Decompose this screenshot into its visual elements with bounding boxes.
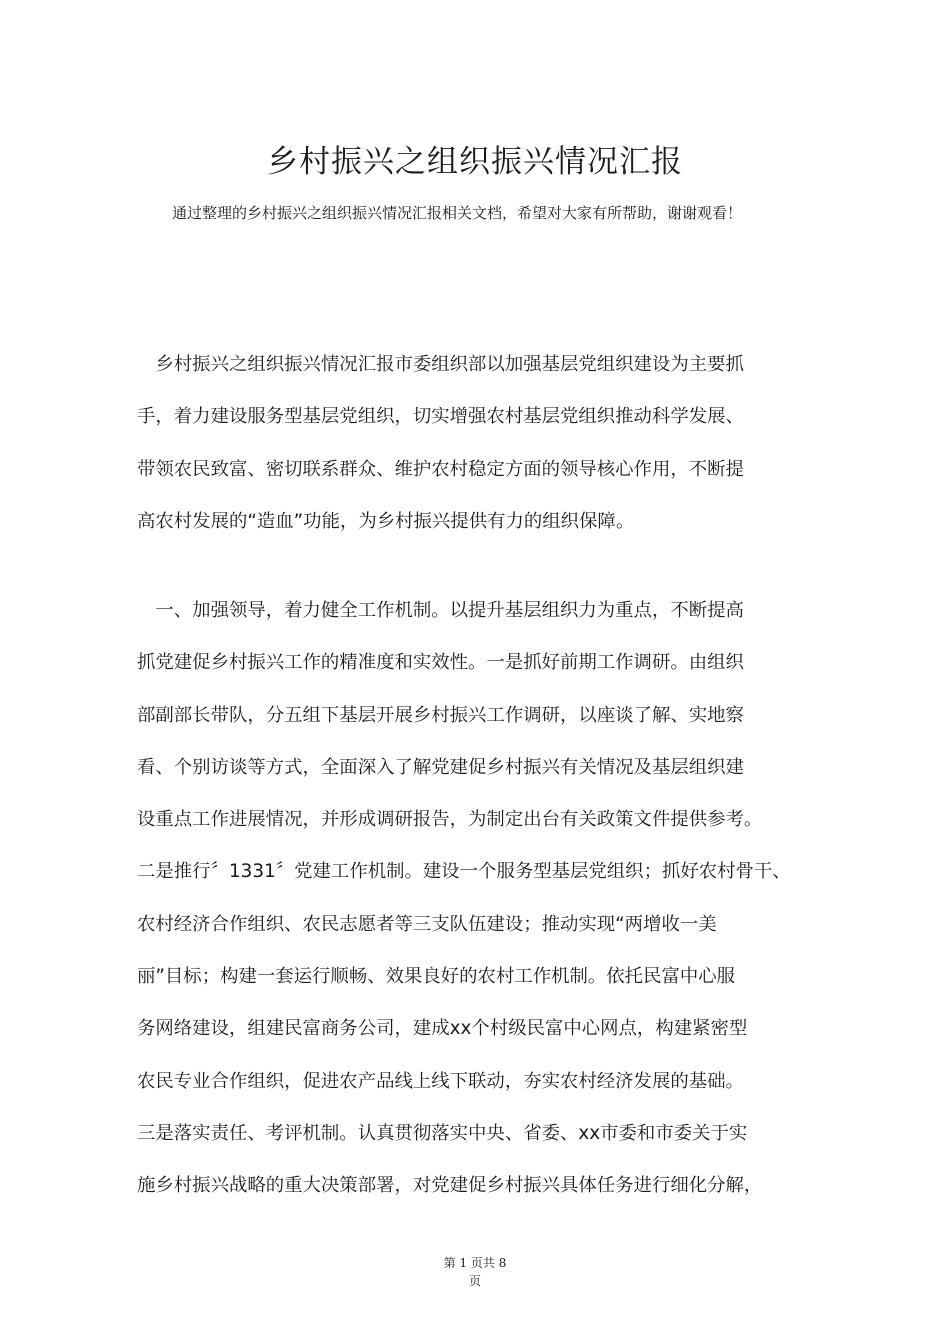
paragraph-line: 二是推行〞1331〞党建工作机制。建设一个服务型基层党组织；抓好农村骨干、 xyxy=(137,861,791,883)
paragraph-line: 农村经济合作组织、农民志愿者等三支队伍建设；推动实现“两增收一美 xyxy=(137,913,717,935)
paragraph-line: 乡村振兴之组织振兴情况汇报市委组织部以加强基层党组织建设为主要抓 xyxy=(137,354,744,375)
body-paragraph-2 xyxy=(137,585,827,1213)
paragraph-line: 农民专业合作组织，促进农产品线上线下联动，夯实农村经济发展的基础。 xyxy=(137,1070,744,1092)
paragraph-line: 手，着力建设服务型基层党组织，切实增强农村基层党组织推动科学发展、 xyxy=(137,406,744,428)
paragraph-line: 施乡村振兴战略的重大决策部署，对党建促乡村振兴具体任务进行细化分解， xyxy=(137,1175,763,1197)
page-number-line-1: 第 1 页共 8 xyxy=(443,1256,507,1270)
paragraph-line: 看、个别访谈等方式，全面深入了解党建促乡村振兴有关情况及基层组织建 xyxy=(137,756,744,778)
paragraph-line: 高农村发展的“造血”功能，为乡村振兴提供有力的组织保障。 xyxy=(137,510,635,532)
paragraph-line: 一、加强领导，着力健全工作机制。以提升基层组织力为重点，不断提高 xyxy=(137,600,744,621)
document-title: 乡村振兴之组织振兴情况汇报 xyxy=(267,144,683,180)
page-footer xyxy=(0,1254,950,1290)
paragraph-line: 部副部长带队，分五组下基层开展乡村振兴工作调研，以座谈了解、实地察 xyxy=(137,704,744,726)
paragraph-line: 带领农民致富、密切联系群众、维护农村稳定方面的领导核心作用，不断提 xyxy=(137,458,744,480)
paragraph-line: 抓党建促乡村振兴工作的精准度和实效性。一是抓好前期工作调研。由组织 xyxy=(137,652,744,674)
paragraph-line: 设重点工作进展情况，并形成调研报告，为制定出台有关政策文件提供参考。 xyxy=(137,809,763,831)
paragraph-line: 丽”目标；构建一套运行顺畅、效果良好的农村工作机制。依托民富中心服 xyxy=(137,966,736,988)
body-paragraph-1 xyxy=(137,339,827,548)
paragraph-line: 三是落实责任、考评机制。认真贯彻落实中央、省委、xx市委和市委关于实 xyxy=(137,1122,748,1144)
intro-note: 通过整理的乡村振兴之组织振兴情况汇报相关文档，希望对大家有所帮助，谢谢观看！ xyxy=(172,204,743,222)
page-number-line-2: 页 xyxy=(468,1274,481,1288)
paragraph-line: 务网络建设，组建民富商务公司，建成xx个村级民富中心网点，构建紧密型 xyxy=(137,1018,748,1040)
